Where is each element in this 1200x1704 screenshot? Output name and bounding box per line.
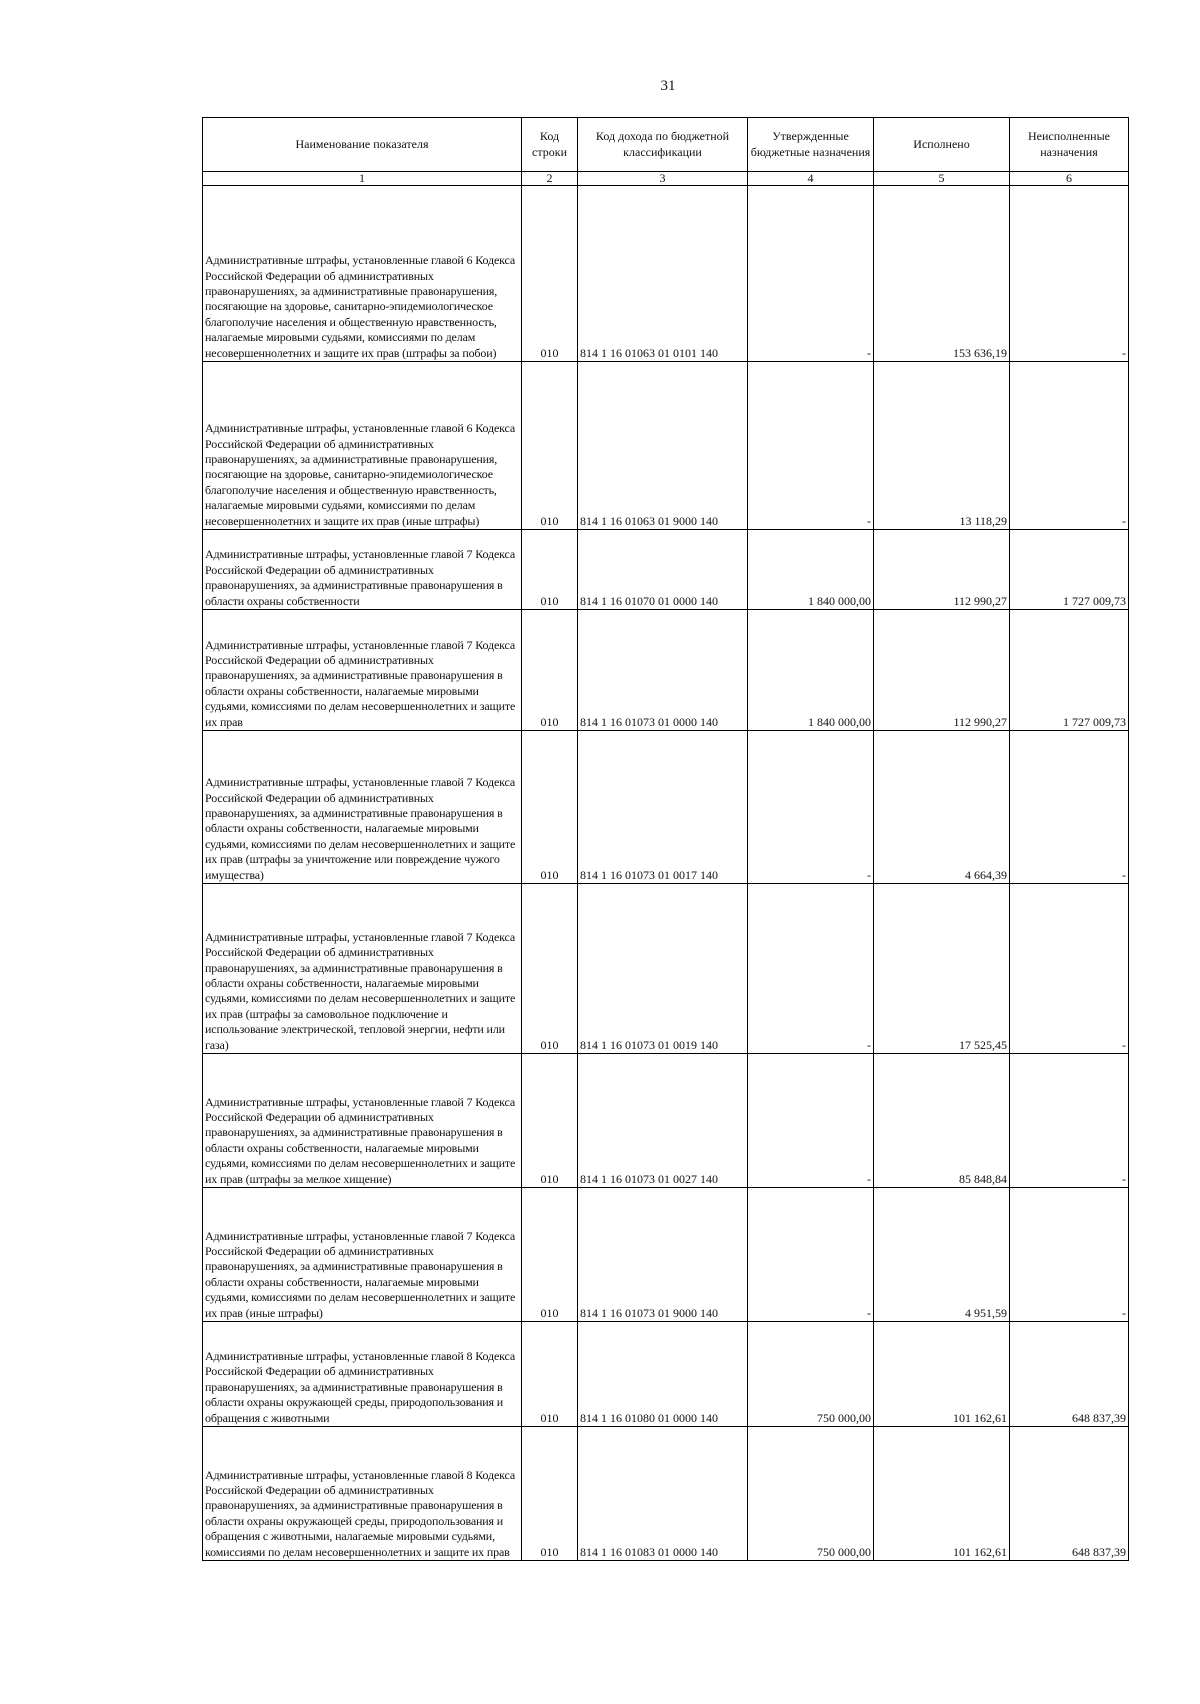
line-code: 010 [522, 362, 578, 530]
executed-amount: 153 636,19 [874, 186, 1010, 362]
executed-amount: 112 990,27 [874, 610, 1010, 731]
indicator-name: Административные штрафы, установленные главой 7 Кодекса Российской Федерации об административных правонарушениях, за административные правонарушения в области охраны собственности, налагаемые мировыми судьями, комиссиями по делам несовершеннолетних и защите их прав (штрафы за мелкое хищение) [203, 1054, 522, 1188]
approved-amount: - [748, 1188, 874, 1322]
column-number: 6 [1010, 172, 1129, 186]
table-row [203, 1322, 1129, 1427]
indicator-name: Административные штрафы, установленные главой 7 Кодекса Российской Федерации об административных правонарушениях, за административные правонарушения в области охраны собственности, налагаемые мировыми судьями, комиссиями по делам несовершеннолетних и защите их прав (штрафы за уничтожение или повреждение чужого имущества) [203, 731, 522, 884]
line-code: 010 [522, 1322, 578, 1427]
line-code: 010 [522, 1427, 578, 1561]
line-code: 010 [522, 186, 578, 362]
budget-code: 814 1 16 01083 01 0000 140 [578, 1427, 748, 1561]
budget-code: 814 1 16 01073 01 0019 140 [578, 884, 748, 1054]
indicator-name: Административные штрафы, установленные главой 7 Кодекса Российской Федерации об административных правонарушениях, за административные правонарушения в области охраны собственности, налагаемые мировыми судьями, комиссиями по делам несовершеннолетних и защите их прав (штрафы за самовольное подключение и использование электрической, тепловой энергии, нефти или газа) [203, 884, 522, 1054]
header-indicator-name: Наименование показателя [203, 118, 522, 172]
column-number: 2 [522, 172, 578, 186]
page-number: 31 [660, 78, 676, 94]
approved-amount: - [748, 731, 874, 884]
budget-code: 814 1 16 01080 01 0000 140 [578, 1322, 748, 1427]
unexecuted-amount: - [1010, 731, 1129, 884]
executed-amount: 85 848,84 [874, 1054, 1010, 1188]
line-code: 010 [522, 610, 578, 731]
executed-amount: 101 162,61 [874, 1322, 1010, 1427]
line-code: 010 [522, 731, 578, 884]
budget-code: 814 1 16 01063 01 0101 140 [578, 186, 748, 362]
indicator-name: Административные штрафы, установленные главой 7 Кодекса Российской Федерации об административных правонарушениях, за административные правонарушения в области охраны собственности, налагаемые мировыми судьями, комиссиями по делам несовершеннолетних и защите их прав [203, 610, 522, 731]
column-number-row [203, 172, 1129, 186]
budget-execution-table [202, 117, 1129, 1561]
unexecuted-amount: 648 837,39 [1010, 1427, 1129, 1561]
indicator-name: Административные штрафы, установленные главой 8 Кодекса Российской Федерации об административных правонарушениях, за административные правонарушения в области охраны окружающей среды, природопользования и обращения с животными, налагаемые мировыми судьями, комиссиями по делам несовершеннолетних и защите их прав [203, 1427, 522, 1561]
header-approved: Утвержденные бюджетные назначения [748, 118, 874, 172]
unexecuted-amount: - [1010, 884, 1129, 1054]
executed-amount: 4 951,59 [874, 1188, 1010, 1322]
approved-amount: 750 000,00 [748, 1322, 874, 1427]
header-unexecuted: Неисполненные назначения [1010, 118, 1129, 172]
column-number: 3 [578, 172, 748, 186]
indicator-name: Административные штрафы, установленные главой 8 Кодекса Российской Федерации об административных правонарушениях, за административные правонарушения в области охраны окружающей среды, природопользования и обращения с животными [203, 1322, 522, 1427]
unexecuted-amount: - [1010, 186, 1129, 362]
unexecuted-amount: 1 727 009,73 [1010, 610, 1129, 731]
column-number: 5 [874, 172, 1010, 186]
approved-amount: 750 000,00 [748, 1427, 874, 1561]
table-row [203, 1054, 1129, 1188]
table-row [203, 731, 1129, 884]
indicator-name: Административные штрафы, установленные главой 6 Кодекса Российской Федерации об административных правонарушениях, за административные правонарушения, посягающие на здоровье, санитарно-эпидемиологическое благополучие населения и общественную нравственность, налагаемые мировыми судьями, комиссиями по делам несовершеннолетних и защите их прав (штрафы за побои) [203, 186, 522, 362]
header-budget-code: Код дохода по бюджетной классификации [578, 118, 748, 172]
line-code: 010 [522, 1188, 578, 1322]
line-code: 010 [522, 884, 578, 1054]
approved-amount: - [748, 884, 874, 1054]
table-row [203, 530, 1129, 610]
approved-amount: 1 840 000,00 [748, 610, 874, 731]
executed-amount: 101 162,61 [874, 1427, 1010, 1561]
header-line-code: Код строки [522, 118, 578, 172]
table-row [203, 186, 1129, 362]
budget-code: 814 1 16 01063 01 9000 140 [578, 362, 748, 530]
table-row [203, 884, 1129, 1054]
header-executed: Исполнено [874, 118, 1010, 172]
executed-amount: 17 525,45 [874, 884, 1010, 1054]
approved-amount: - [748, 186, 874, 362]
column-number: 4 [748, 172, 874, 186]
budget-code: 814 1 16 01070 01 0000 140 [578, 530, 748, 610]
table-row [203, 1188, 1129, 1322]
executed-amount: 4 664,39 [874, 731, 1010, 884]
table-row [203, 610, 1129, 731]
executed-amount: 112 990,27 [874, 530, 1010, 610]
line-code: 010 [522, 530, 578, 610]
budget-code: 814 1 16 01073 01 0017 140 [578, 731, 748, 884]
indicator-name: Административные штрафы, установленные главой 6 Кодекса Российской Федерации об административных правонарушениях, за административные правонарушения, посягающие на здоровье, санитарно-эпидемиологическое благополучие населения и общественную нравственность, налагаемые мировыми судьями, комиссиями по делам несовершеннолетних и защите их прав (иные штрафы) [203, 362, 522, 530]
table-row [203, 362, 1129, 530]
executed-amount: 13 118,29 [874, 362, 1010, 530]
unexecuted-amount: 1 727 009,73 [1010, 530, 1129, 610]
table-row [203, 1427, 1129, 1561]
budget-code: 814 1 16 01073 01 9000 140 [578, 1188, 748, 1322]
indicator-name: Административные штрафы, установленные главой 7 Кодекса Российской Федерации об административных правонарушениях, за административные правонарушения в области охраны собственности, налагаемые мировыми судьями, комиссиями по делам несовершеннолетних и защите их прав (иные штрафы) [203, 1188, 522, 1322]
budget-code: 814 1 16 01073 01 0000 140 [578, 610, 748, 731]
approved-amount: 1 840 000,00 [748, 530, 874, 610]
indicator-name: Административные штрафы, установленные главой 7 Кодекса Российской Федерации об административных правонарушениях, за административные правонарушения в области охраны собственности [203, 530, 522, 610]
unexecuted-amount: 648 837,39 [1010, 1322, 1129, 1427]
budget-code: 814 1 16 01073 01 0027 140 [578, 1054, 748, 1188]
unexecuted-amount: - [1010, 362, 1129, 530]
line-code: 010 [522, 1054, 578, 1188]
unexecuted-amount: - [1010, 1188, 1129, 1322]
unexecuted-amount: - [1010, 1054, 1129, 1188]
approved-amount: - [748, 1054, 874, 1188]
column-number: 1 [203, 172, 522, 186]
approved-amount: - [748, 362, 874, 530]
table-header-row [203, 118, 1129, 172]
